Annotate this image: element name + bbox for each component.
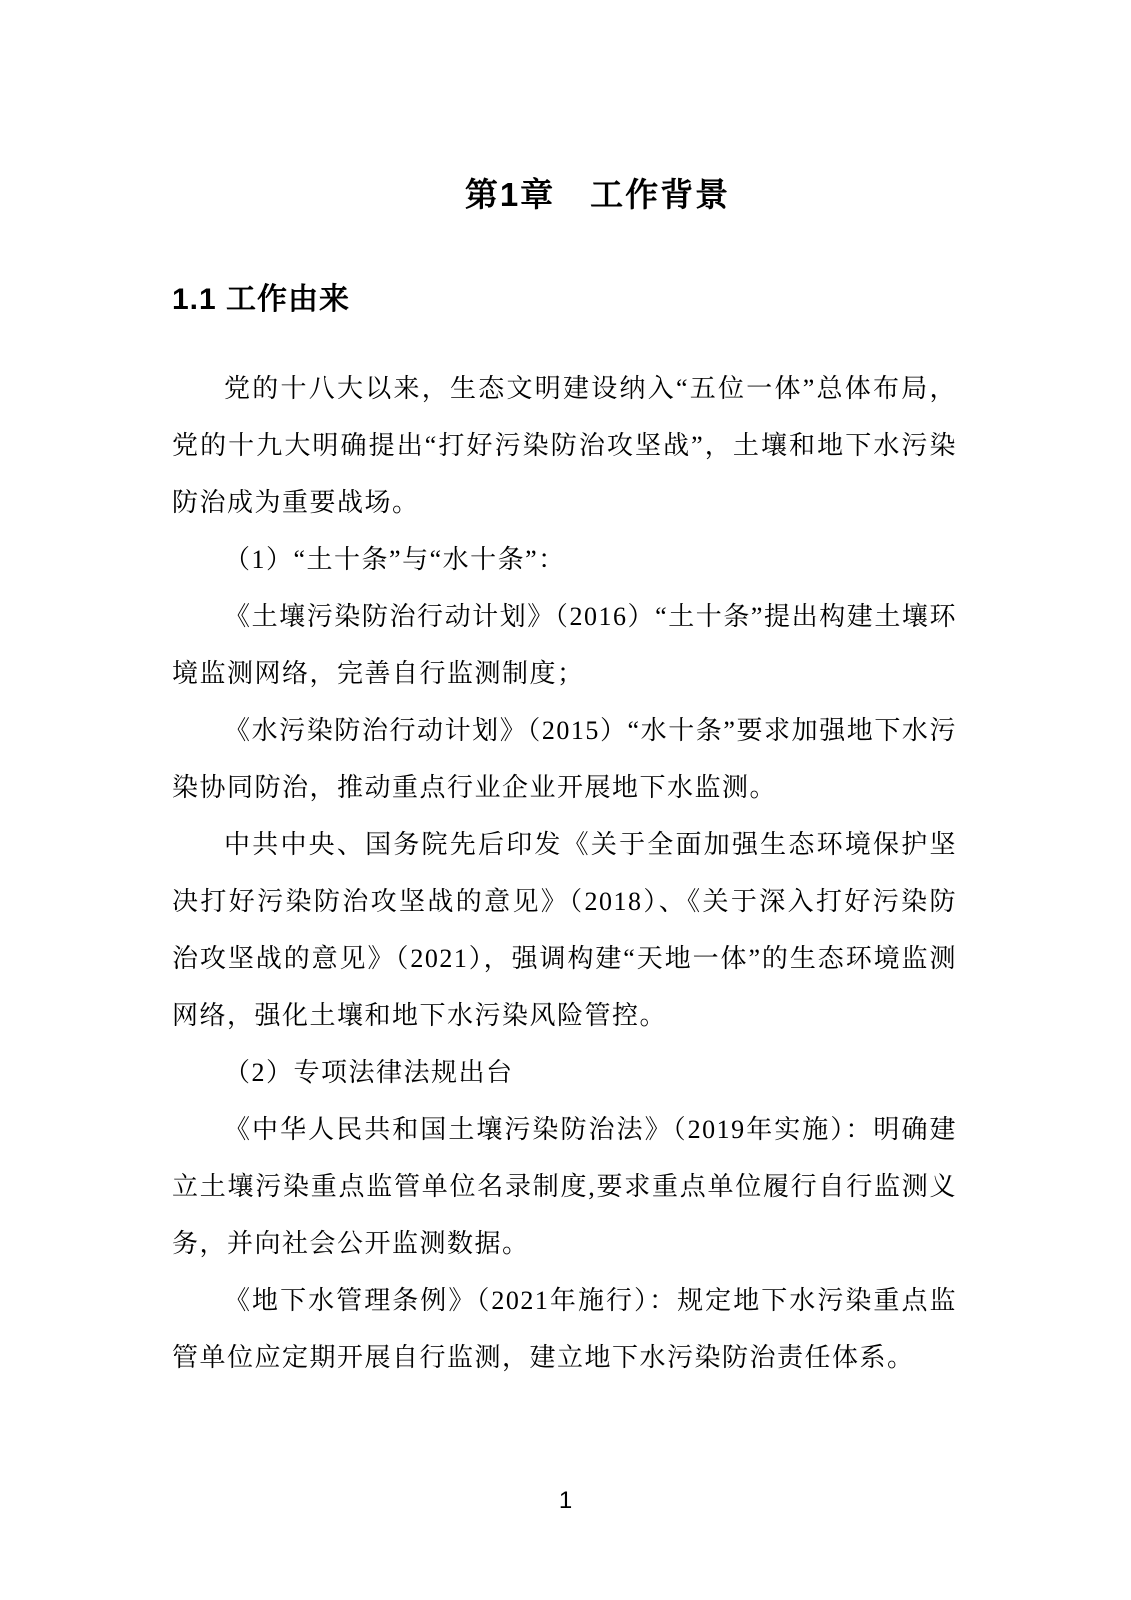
paragraph-item2-heading: （2）专项法律法规出台 bbox=[224, 1058, 514, 1087]
paragraph-soil-action-plan: 《土壤污染防治行动计划》（2016）“土十条”提出构建土壤环境监测网络，完善自行监测制度； bbox=[172, 602, 957, 688]
chapter-title: 第1章 工作背景 bbox=[464, 176, 731, 213]
page-number: 1 bbox=[558, 1487, 573, 1514]
paragraph-water-action-plan: 《水污染防治行动计划》（2015）“水十条”要求加强地下水污染协同防治，推动重点行业企业开展地下水监测。 bbox=[172, 716, 957, 802]
paragraph-item1-heading: （1）“土十条”与“水十条”： bbox=[224, 545, 566, 574]
body-text bbox=[172, 360, 957, 1386]
paragraph-groundwater-regulation: 《地下水管理条例》（2021年施行）：规定地下水污染重点监管单位应定期开展自行监测，建立地下水污染防治责任体系。 bbox=[172, 1286, 957, 1372]
paragraph-central-documents: 中共中央、国务院先后印发《关于全面加强生态环境保护坚决打好污染防治攻坚战的意见》（2018）、《关于深入打好污染防治攻坚战的意见》（2021），强调构建“天地一体”的生态环境监测网络，强化土壤和地下水污染风险管控。 bbox=[172, 830, 957, 1030]
paragraph-intro: 党的十八大以来，生态文明建设纳入“五位一体”总体布局，党的十九大明确提出“打好污染防治攻坚战”，土壤和地下水污染防治成为重要战场。 bbox=[172, 374, 957, 517]
section-heading: 1.1 工作由来 bbox=[172, 283, 351, 316]
paragraph-soil-pollution-law: 《中华人民共和国土壤污染防治法》（2019年实施）：明确建立土壤污染重点监管单位名录制度,要求重点单位履行自行监测义务，并向社会公开监测数据。 bbox=[172, 1115, 957, 1258]
